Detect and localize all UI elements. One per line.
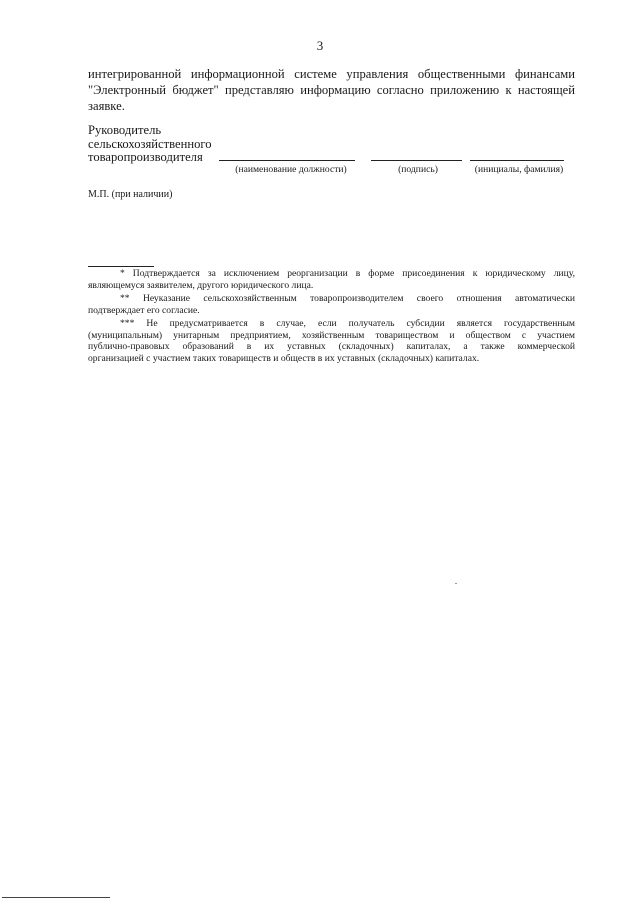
intro-line: заявке. bbox=[88, 99, 125, 113]
signature-line[interactable] bbox=[371, 160, 462, 161]
name-caption: (инициалы, фамилия) bbox=[474, 164, 564, 175]
footnote-line: ** Неуказание сельскохозяйственным товаропроизводителем своего отношения автоматически bbox=[120, 293, 575, 304]
signatory-label-line: товаропроизводителя bbox=[88, 150, 203, 164]
footnote-line: являющемуся заявителем, другого юридического лица. bbox=[88, 279, 314, 291]
footnote-2 bbox=[88, 293, 575, 316]
name-line[interactable] bbox=[470, 160, 564, 161]
page-number: 3 bbox=[316, 38, 324, 53]
intro-paragraph bbox=[88, 66, 575, 114]
footnote-line: *** Не предусматривается в случае, если получатель субсидии является государственным bbox=[120, 318, 575, 329]
signatory-label-line: Руководитель bbox=[88, 123, 162, 137]
footnote-line: подтверждает его согласие. bbox=[88, 304, 200, 316]
footnote-line: публично-правовых образований в их уставных (складочных) капиталах, а также коммерческой bbox=[88, 341, 575, 352]
position-line[interactable] bbox=[219, 160, 355, 161]
footnote-line: * Подтверждается за исключением реорганизации в форме присоединения к юридическому лицу, bbox=[120, 268, 575, 279]
signatory-label bbox=[88, 124, 212, 165]
intro-line: "Электронный бюджет" представляю информацию согласно приложению к настоящей bbox=[88, 83, 575, 97]
position-caption: (наименование должности) bbox=[235, 164, 347, 175]
footnote-1 bbox=[88, 268, 575, 291]
seal-note: М.П. (при наличии) bbox=[88, 189, 173, 200]
footnote-separator bbox=[88, 266, 154, 267]
footnote-3 bbox=[88, 318, 575, 364]
signatory-label-line: сельскохозяйственного bbox=[88, 136, 212, 151]
scan-speck bbox=[455, 583, 457, 584]
bottom-edge-mark bbox=[2, 897, 110, 898]
footnote-line: организацией с участием таких товариществ и обществ в их уставных (складочных) капиталах. bbox=[88, 352, 480, 364]
signature-caption: (подпись) bbox=[398, 164, 438, 175]
intro-line: интегрированной информационной системе управления общественными финансами bbox=[88, 67, 575, 81]
footnote-line: (муниципальным) унитарным предприятием, хозяйственным товариществом и обществом с участием bbox=[88, 329, 575, 341]
